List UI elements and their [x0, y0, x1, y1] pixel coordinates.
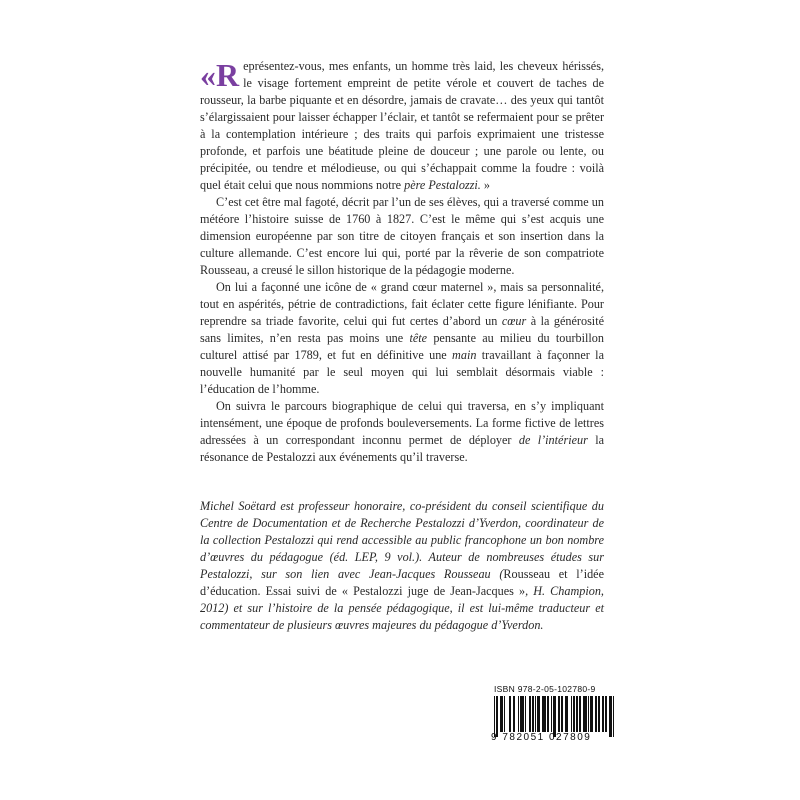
barcode-bar: [504, 696, 505, 732]
bio-book-title: Rousseau et l’idée d’éducation. Essai suivi de « Pestalozzi juge de Jean-Jacques »: [200, 567, 604, 598]
p3-text-d: travaillant à façonner la nouvelle humanité par le seul moyen qui lui semblait désormais viable : l’éducation de l’homme.: [200, 348, 604, 396]
barcode-bar: [558, 696, 559, 732]
p3-emphasis-tete: tête: [409, 331, 428, 345]
p3-emphasis-main: main: [452, 348, 477, 362]
blurb-paragraph-4: [200, 398, 604, 466]
barcode-bar: [535, 696, 536, 732]
barcode-bar: [567, 696, 568, 732]
blurb-paragraph-1: [200, 58, 604, 194]
blurb-paragraph-2: C’est cet être mal fagoté, décrit par l’un de ses élèves, qui a traversé comme un météore l’histoire suisse de 1760 à 1827. C’est le même qui s’est acquis une dimension européenne par son titre de citoyen français et son insertion dans la culture allemande. C’est encore lui qui, porté par la rêverie de son compatriote Rousseau, a creusé le sillon historique de la pédagogie moderne.: [200, 195, 604, 277]
barcode-bar: [613, 696, 614, 737]
isbn-label: ISBN 978-2-05-102780-9: [494, 684, 596, 694]
p3-text-c: pensante au milieu du tourbillon culturel attisé par 1789, et fut en définitive une: [200, 331, 604, 362]
author-bio: [200, 498, 604, 634]
p3-emphasis-coeur: cœur: [501, 314, 527, 328]
barcode-bar: [577, 696, 578, 732]
barcode-bar: [579, 696, 580, 732]
p1-text: eprésentez-vous, mes enfants, un homme très laid, les cheveux hérissés, le visage fortement empreint de petite vérole et couvert de taches de rousseur, la barbe piquante et en désordre, jamais de cravate… des yeux qui tantôt s’élargissaient pour laisser échapper l’éclair, et tantôt se refermaient pour se prêter à la contemplation intérieure ; des traits qui parfois exprimaient une tristesse profonde, et parfois une béatitude pleine de douceur ; une parole ou lente, ou précipitée, ou tendre et mélodieuse, ou qui s’échappait comme la foudre : voilà quel était celui que nous nommions notre: [200, 59, 604, 192]
drop-cap: «R: [200, 57, 240, 93]
barcode-bar: [514, 696, 515, 732]
isbn-barcode: [491, 684, 614, 744]
barcode-bar: [501, 696, 502, 732]
barcode-bar: [532, 696, 533, 732]
barcode-bar: [610, 696, 611, 737]
p1-end: »: [480, 178, 490, 192]
cover-text-block: [200, 58, 604, 758]
barcode-bar: [510, 696, 511, 732]
bio-text-c: , H. Champion, 2012) et sur l’histoire de la pensée pédagogique, il est lui-même traducteur et commentateur de plusieurs œuvres majeures du pédagogue d’Yverdon.: [200, 584, 604, 632]
p4-text-b: la résonance de Pestalozzi aux événements qu’il traverse.: [200, 433, 604, 464]
barcode-bar: [562, 696, 563, 732]
ean-digits: 9 782051 027809: [491, 732, 592, 743]
barcode-bar: [494, 696, 495, 737]
barcode-bar: [545, 696, 546, 732]
barcode-bar: [592, 696, 593, 732]
blurb-paragraph-3: [200, 279, 604, 398]
barcode-bar: [605, 696, 606, 732]
barcode-bar: [551, 696, 552, 732]
barcode-bar: [555, 696, 556, 737]
barcode-bars: [494, 696, 614, 732]
p3-text-a: On lui a façonné une icône de « grand cœur maternel », mais sa personnalité, tout en aspérités, pétrie de contradictions, fait éclater cette figure lénifiante. Pour reprendre sa triade favorite, celui qui fut certes d’abord un: [200, 280, 604, 328]
p1-emphasis: père Pestalozzi.: [404, 178, 481, 192]
barcode-bar: [588, 696, 589, 732]
barcode-bar: [530, 696, 531, 732]
p3-text-b: à la générosité sans limites, n’en resta pas moins une: [200, 314, 604, 345]
barcode-bar: [571, 696, 572, 732]
bio-text-a: Michel Soëtard est professeur honoraire, co-président du conseil scientifique du Centre de Documentation et de Recherche Pestalozzi d’Yverdon, coordinateur de la collection Pestalozzi qui rend accessible au public francophone un bon nombre d’œuvres du pédagogue (éd. LEP, 9 vol.). Auteur de nombreuses études sur Pestalozzi, sur son lien avec Jean-Jacques Rousseau (: [200, 499, 604, 581]
barcode-bar: [573, 696, 574, 732]
barcode-bar: [525, 696, 526, 732]
barcode-bar: [586, 696, 587, 732]
barcode-bar: [496, 696, 497, 737]
barcode-bar: [603, 696, 604, 732]
barcode-bar: [599, 696, 600, 732]
barcode-bar: [547, 696, 548, 732]
p4-text-a: On suivra le parcours biographique de celui qui traversa, en s’y impliquant intensément, une époque de profonds bouleversements. La forme fictive de lettres adressées à un correspondant inconnu permet de déployer: [200, 399, 604, 447]
barcode-bar: [522, 696, 523, 732]
barcode-bar: [539, 696, 540, 732]
barcode-bar: [518, 696, 519, 732]
barcode-bar: [595, 696, 596, 732]
p4-emphasis: de l’intérieur: [518, 433, 588, 447]
